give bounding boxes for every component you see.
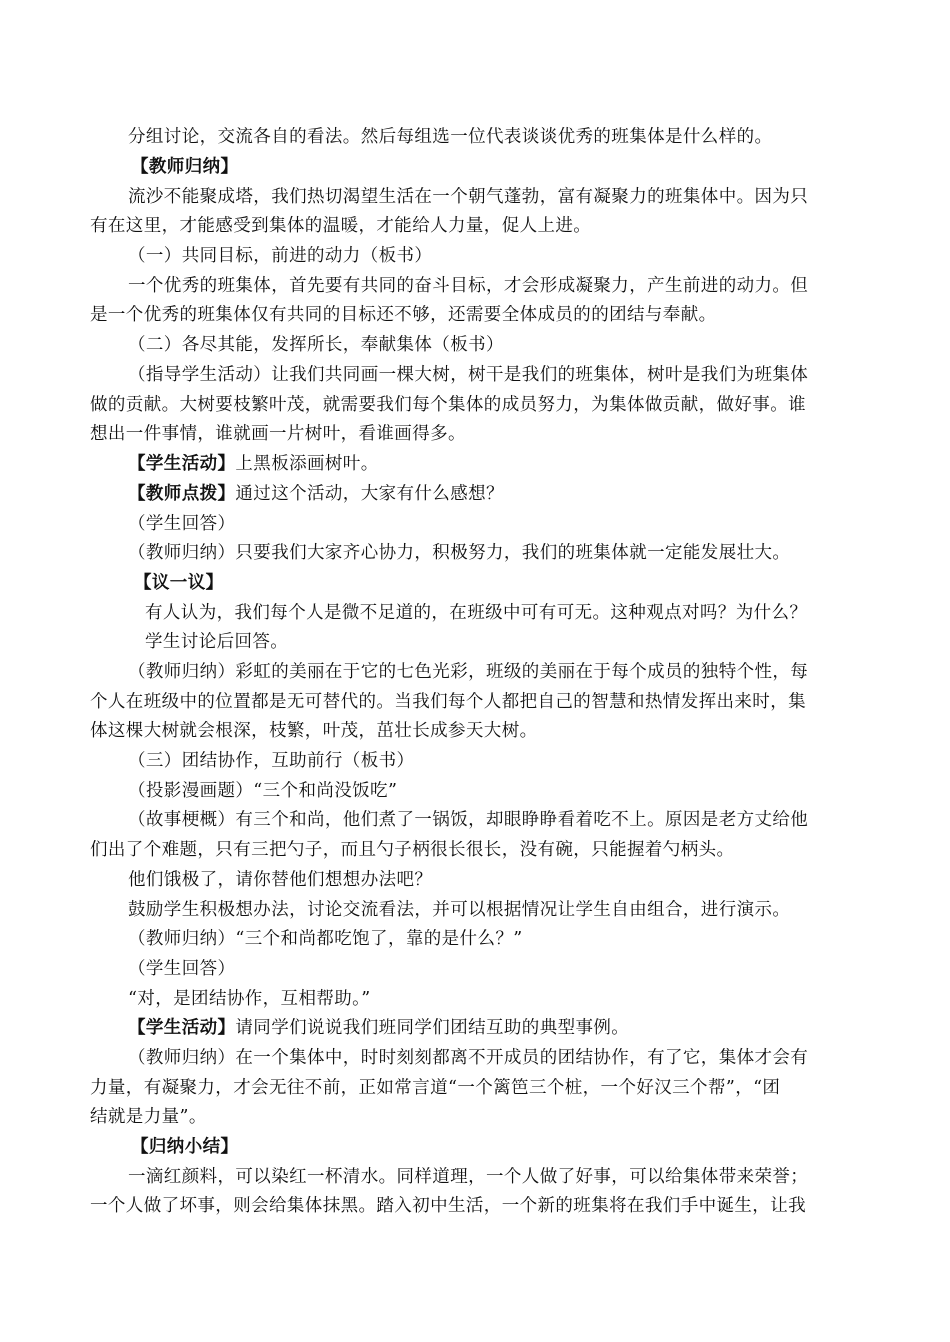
text-line: 【学生活动】上黑板添画树叶。 [128,454,379,474]
text-line: 个人在班级中的位置都是无可替代的。当我们每个人都把自己的智慧和热情发挥出来时，集 [90,692,806,712]
text-line: 想出一件事情，谁就画一片树叶，看谁画得多。 [90,424,466,444]
text-line: （故事梗概）有三个和尚，他们煮了一锅饭，却眼睁睁看着吃不上。原因是老方丈给他 [128,810,809,830]
text-line: 做的贡献。大树要枝繁叶茂，就需要我们每个集体的成员努力，为集体做贡献，做好事。谁 [90,395,806,415]
text-line: 【学生活动】请同学们说说我们班同学们团结互助的典型事例。 [128,1018,630,1038]
text-line: 一个优秀的班集体，首先要有共同的奋斗目标，才会形成凝聚力，产生前进的动力。但 [128,276,809,296]
section-heading: 【学生活动】 [128,1018,236,1038]
text-line: （二）各尽其能，发挥所长，奉献集体（板书） [128,335,504,355]
text-line: （学生回答） [128,959,236,979]
text-line: 【教师点拨】通过这个活动，大家有什么感想？ [128,484,504,504]
section-heading: 【归纳小结】 [131,1137,239,1157]
text-line: 分组讨论，交流各自的看法。然后每组选一位代表谈谈优秀的班集体是什么样的。 [128,127,773,147]
section-heading: 【教师点拨】 [128,484,236,504]
text-line: （教师归纳）在一个集体中，时时刻刻都离不开成员的团结协作，有了它，集体才会有 [128,1048,809,1068]
text-line: （投影漫画题）“三个和尚没饭吃” [128,781,398,801]
section-heading: 【议一议】 [134,573,224,593]
text-line: 体这棵大树就会根深，枝繁，叶茂，茁壮长成参天大树。 [90,721,538,741]
text-line: （教师归纳）彩虹的美丽在于它的七色光彩，班级的美丽在于每个成员的独特个性，每 [128,662,809,682]
text-line: 一个人做了坏事，则会给集体抹黑。踏入初中生活，一个新的班集将在我们手中诞生，让我 [90,1196,806,1216]
section-heading: 【学生活动】 [128,454,236,474]
text-line: （教师归纳）只要我们大家齐心协力，积极努力，我们的班集体就一定能发展壮大。 [128,543,791,563]
text-line: 流沙不能聚成塔，我们热切渴望生活在一个朝气蓬勃，富有凝聚力的班集体中。因为只 [128,187,809,207]
text-line: 一滴红颜料，可以染红一杯清水。同样道理，一个人做了好事，可以给集体带来荣誉； [128,1167,809,1187]
text-line: 们出了个难题，只有三把勺子，而且勺子柄很长很长，没有碗，只能握着勺柄头。 [90,840,735,860]
text-line: （指导学生活动）让我们共同画一棵大树，树干是我们的班集体，树叶是我们为班集体 [128,365,809,385]
text-line: 结就是力量”。 [90,1107,207,1127]
text-line: 他们饿极了，请你替他们想想办法吧？ [128,870,433,890]
text-line: （学生回答） [128,514,236,534]
section-heading: 【教师归纳】 [131,157,239,177]
text-line: （三）团结协作，互助前行（板书） [128,751,415,771]
text-line: “对，是团结协作，互相帮助。” [128,989,371,1009]
text-line: （一）共同目标，前进的动力（板书） [128,246,433,266]
text-line: （教师归纳）“三个和尚都吃饱了，靠的是什么？” [128,929,523,949]
text-line: 有人认为，我们每个人是微不足道的，在班级中可有可无。这种观点对吗？为什么？ [145,603,808,623]
text-line: 力量，有凝聚力，才会无往不前，正如常言道“一个篱笆三个桩，一个好汉三个帮”，“团 [90,1078,781,1098]
text-line: 是一个优秀的班集体仅有共同的目标还不够，还需要全体成员的的团结与奉献。 [90,305,717,325]
text-line: 鼓励学生积极想办法，讨论交流看法，并可以根据情况让学生自由组合，进行演示。 [128,900,791,920]
text-line: 学生讨论后回答。 [145,632,289,652]
text-line: 有在这里，才能感受到集体的温暖，才能给人力量，促人上进。 [90,216,592,236]
